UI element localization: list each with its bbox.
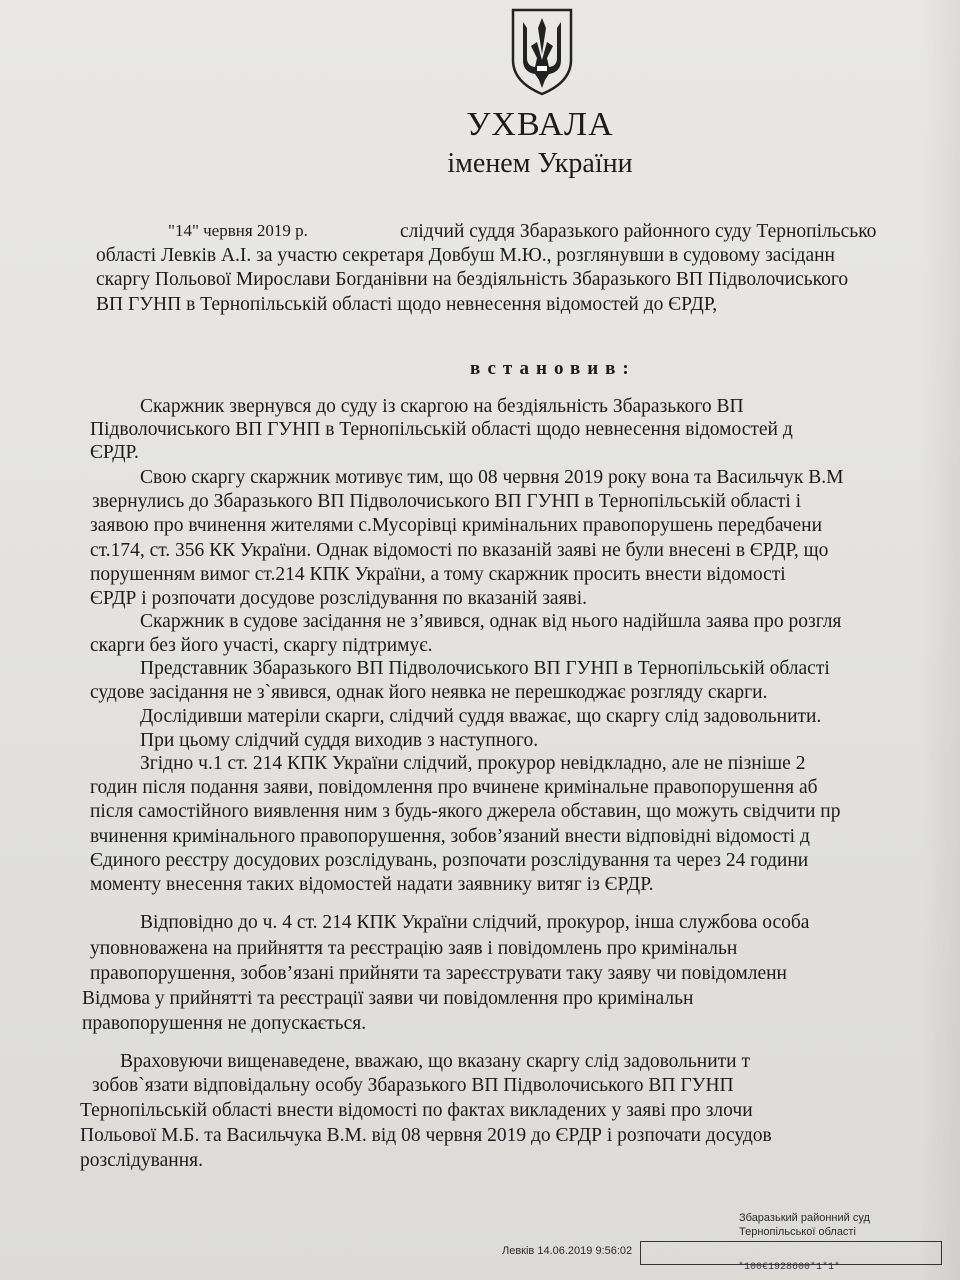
body-line: Скаржник в судове засідання не з’явився, однак від нього надійшла заява про розгля [140,611,842,632]
body-line: Скаржник звернувся до суду із скаргою на бездіяльність Збаразького ВП [140,396,744,417]
body-line: Враховуючи вищенаведене, вважаю, що вказану скаргу слід задовольнити т [120,1051,750,1072]
body-line: Свою скаргу скаржник мотивує тим, що 08 червня 2019 року вона та Васильчук В.М [140,467,844,488]
body-line: Підволочиського ВП ГУНП в Тернопільській області щодо невнесення відомостей д [90,419,793,440]
body-line: Дослідивши матеріли скарги, слідчий суддя вважає, що скаргу слід задовольнити. [140,706,822,727]
document-subtitle: іменем України [447,148,633,179]
court-stamp-text [739,1211,870,1239]
body-line: Згідно ч.1 ст. 214 КПК України слідчий, прокурор невідкладно, але не пізніше 2 [140,753,806,774]
body-line: зобов`язати відповідальну особу Збаразького ВП Підволочиського ВП ГУНП [92,1075,734,1096]
body-line: розслідування. [80,1150,203,1171]
body-line: Відповідно до ч. 4 ст. 214 КПК України слідчий, прокурор, інша службова особа [140,912,810,933]
body-line: після самостійного виявлення ним з будь-якого джерела обставин, що можуть свідчити пр [90,801,841,822]
body-line: правопорушення не допускається. [82,1013,367,1034]
court-name: Збаразький районний суд [739,1212,870,1224]
body-line: Представник Збаразького ВП Підволочиського ВП ГУНП в Тернопільській області [140,658,830,679]
body-line: уповноважена на прийняття та реєстрацію заяв і повідомлень про кримінальн [90,938,738,959]
body-line: ст.174, ст. 356 КК України. Однак відомості по вказаній заяві не були внесені в ЄРДР, що [90,540,829,561]
body-line: вчинення кримінального правопорушення, зобов’язаний внести відповідні відомості д [90,826,810,847]
signature-stamp: Левків 14.06.2019 9:56:02 [502,1245,633,1257]
body-line: моменту внесення таких відомостей надати заявнику витяг із ЄРДР. [90,874,654,895]
body-line: годин після подання заяви, повідомлення про вчинене кримінальне правопорушення аб [90,777,818,798]
body-line: Польової М.Б. та Васильчука В.М. від 08 червня 2019 до ЄРДР і розпочати досудов [80,1125,772,1146]
body-line: ЄРДР. [90,442,139,463]
barcode-text: *100€1928600*1*1* [738,1262,841,1273]
body-line: порушенням вимог ст.214 КПК України, а тому скаржник просить внести відомості [90,564,786,585]
body-line: звернулись до Збаразького ВП Підволочиського ВП ГУНП в Тернопільській області і [92,491,802,512]
body-line: правопорушення, зобов’язані прийняти та зареєструвати таку заяву чи повідомленн [90,963,787,984]
body-line: скарги без його участі, скаргу підтримує. [90,635,433,656]
section-heading: встановив: [470,358,636,379]
intro-line-2: області Левків А.І. за участю секретаря Довбуш М.Ю., розглянувши в судовому засіданн [96,245,835,266]
body-line: При цьому слідчий суддя виходив з наступного. [140,730,539,751]
body-line: судове засідання не з`явився, однак його неявка не перешкоджає розгляду скарги. [90,682,768,703]
intro-line-4: ВП ГУНП в Тернопільській області щодо невнесення відомостей до ЄРДР, [96,294,718,315]
body-line: заявою про вчинення жителями с.Мусорівці кримінальних правопорушень передбачени [90,515,823,536]
intro-line-3: скаргу Польової Мирослави Богданівни на бездіяльність Збаразького ВП Підволочиського [96,269,849,290]
body-line: ЄРДР і розпочати досудове розслідування по вказаній заяві. [90,588,588,609]
decision-date: "14" червня 2019 р. [168,221,308,240]
intro-line-1: слідчий суддя Збаразького районного суду Тернопільсько [400,221,877,242]
document-title: УХВАЛА [466,106,614,143]
body-line: Тернопільській області внести відомості по фактах викладених у заяві про злочи [80,1100,753,1121]
coat-of-arms-icon [507,6,577,96]
body-line: Єдиного реєстру досудових розслідувань, розпочати розслідування та через 24 години [90,850,809,871]
court-region: Тернопільської області [739,1226,856,1238]
body-line: Відмова у прийнятті та реєстрації заяви чи повідомлення про кримінальн [82,988,694,1009]
